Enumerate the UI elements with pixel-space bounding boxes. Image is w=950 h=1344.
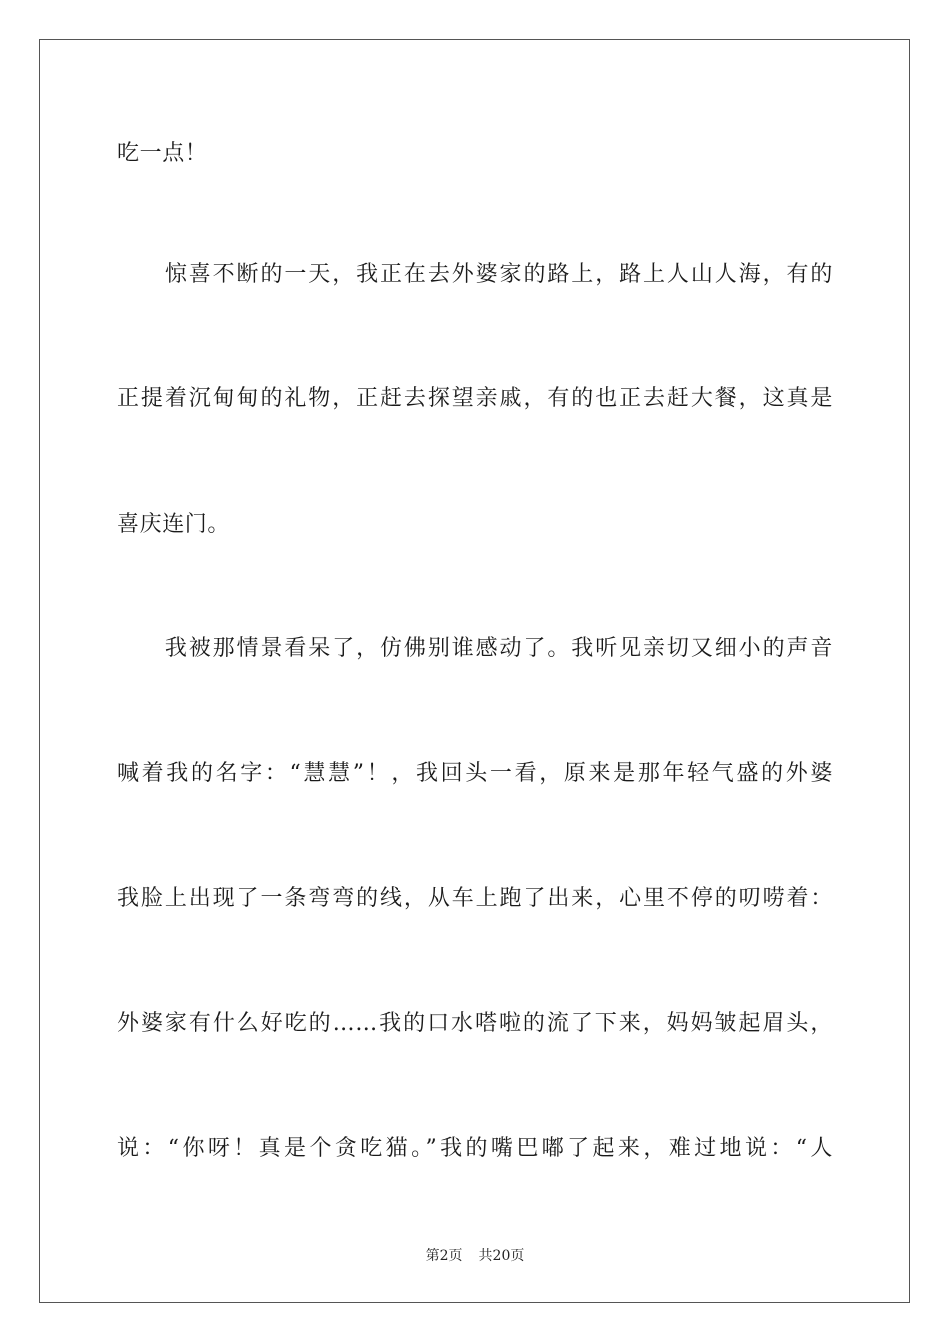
text-line-5: 我被那情景看呆了，仿佛别谁感动了。我听见亲切又细小的声音	[117, 636, 833, 661]
page-total: 共20页	[478, 1248, 525, 1264]
text-line-4: 喜庆连门。	[117, 512, 231, 537]
text-line-6: 喊着我的名字：“慧慧”！，我回头一看，原来是那年轻气盛的外婆	[117, 761, 833, 786]
text-line-7: 我脸上出现了一条弯弯的线，从车上跑了出来，心里不停的叨唠着：	[117, 886, 833, 911]
text-line-9: 说：“你呀！真是个贪吃猫。”我的嘴巴嘟了起来，难过地说：“人	[117, 1136, 833, 1161]
text-line-2: 惊喜不断的一天，我正在去外婆家的路上，路上人山人海，有的	[117, 262, 833, 287]
page-number: 第2页	[425, 1248, 463, 1264]
text-line-8: 外婆家有什么好吃的……我的口水嗒啦的流了下来，妈妈皱起眉头，	[117, 1011, 833, 1036]
text-line-3: 正提着沉甸甸的礼物，正赶去探望亲戚，有的也正去赶大餐，这真是	[117, 386, 833, 411]
page-border	[39, 39, 910, 1303]
page-footer	[0, 1246, 950, 1266]
text-line-1: 吃一点！	[117, 141, 208, 166]
